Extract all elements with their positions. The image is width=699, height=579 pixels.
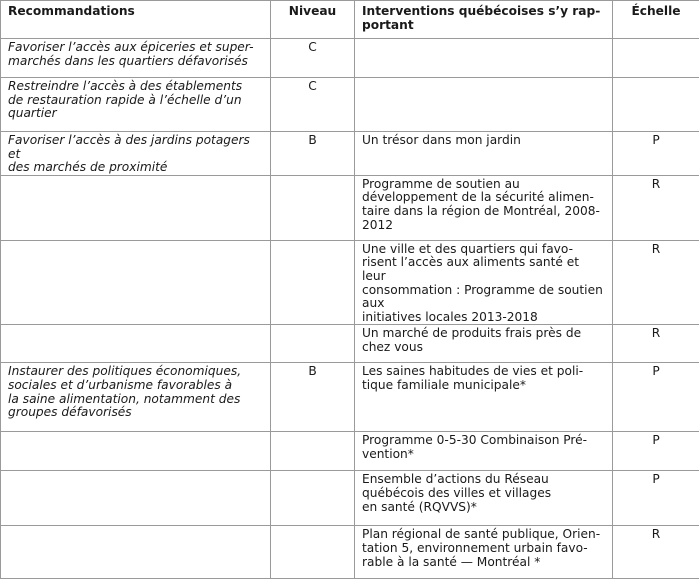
recommendation-cell bbox=[1, 175, 271, 240]
table-row bbox=[1, 325, 699, 363]
intervention-cell: Les saines habitudes de vies et poli- tique familiale municipale* bbox=[355, 363, 613, 432]
header-row bbox=[1, 1, 699, 39]
level-cell bbox=[271, 471, 355, 526]
header-level: Niveau bbox=[271, 1, 355, 39]
table-row bbox=[1, 240, 699, 325]
scale-cell: P bbox=[613, 432, 699, 471]
table-row bbox=[1, 432, 699, 471]
level-cell: B bbox=[271, 363, 355, 432]
recommendation-cell bbox=[1, 526, 271, 579]
level-cell bbox=[271, 240, 355, 325]
level-cell bbox=[271, 432, 355, 471]
scale-cell bbox=[613, 39, 699, 78]
scale-cell: P bbox=[613, 471, 699, 526]
level-cell bbox=[271, 175, 355, 240]
intervention-cell: Un trésor dans mon jardin bbox=[355, 132, 613, 176]
intervention-cell: Programme 0-5-30 Combinaison Pré- vention* bbox=[355, 432, 613, 471]
level-cell: C bbox=[271, 78, 355, 132]
intervention-cell: Ensemble d’actions du Réseau québécois des villes et villages en santé (RQVVS)* bbox=[355, 471, 613, 526]
intervention-cell: Programme de soutien au développement de la sécurité alimen- taire dans la région de Montréal, 2008- 2012 bbox=[355, 175, 613, 240]
scale-cell: R bbox=[613, 526, 699, 579]
table-row bbox=[1, 175, 699, 240]
recommendation-cell: Favoriser l’accès aux épiceries et super- marchés dans les quartiers défavorisés bbox=[1, 39, 271, 78]
table-row bbox=[1, 78, 699, 132]
level-cell bbox=[271, 325, 355, 363]
recommendation-cell: Favoriser l’accès à des jardins potagers et des marchés de proximité bbox=[1, 132, 271, 176]
level-cell: B bbox=[271, 132, 355, 176]
scale-cell: R bbox=[613, 175, 699, 240]
table-row bbox=[1, 132, 699, 176]
scale-cell: R bbox=[613, 325, 699, 363]
header-scale: Échelle bbox=[613, 1, 699, 39]
intervention-cell: Plan régional de santé publique, Orien- tation 5, environnement urbain favo- rable à la santé — Montréal * bbox=[355, 526, 613, 579]
table-row bbox=[1, 39, 699, 78]
level-cell: C bbox=[271, 39, 355, 78]
intervention-cell: Une ville et des quartiers qui favo- risent l’accès aux aliments santé et leur consommation : Programme de soutien aux initiatives locales 2013-2018 bbox=[355, 240, 613, 325]
intervention-cell: Un marché de produits frais près de chez vous bbox=[355, 325, 613, 363]
table-row bbox=[1, 363, 699, 432]
intervention-cell bbox=[355, 39, 613, 78]
header-interventions: Interventions québécoises s’y rap- portant bbox=[355, 1, 613, 39]
scale-cell: R bbox=[613, 240, 699, 325]
recommendation-cell: Restreindre l’accès à des établements de restauration rapide à l’échelle d’un quartier bbox=[1, 78, 271, 132]
recommendation-cell: Instaurer des politiques économiques, sociales et d’urbanisme favorables à la saine alimentation, notamment des groupes défavorisés bbox=[1, 363, 271, 432]
scale-cell bbox=[613, 78, 699, 132]
table-row bbox=[1, 471, 699, 526]
header-recommendations: Recommandations bbox=[1, 1, 271, 39]
recommendation-cell bbox=[1, 471, 271, 526]
recommendation-cell bbox=[1, 325, 271, 363]
recommendation-cell bbox=[1, 240, 271, 325]
level-cell bbox=[271, 526, 355, 579]
recommendation-cell bbox=[1, 432, 271, 471]
intervention-cell bbox=[355, 78, 613, 132]
scale-cell: P bbox=[613, 363, 699, 432]
scale-cell: P bbox=[613, 132, 699, 176]
table-row bbox=[1, 526, 699, 579]
